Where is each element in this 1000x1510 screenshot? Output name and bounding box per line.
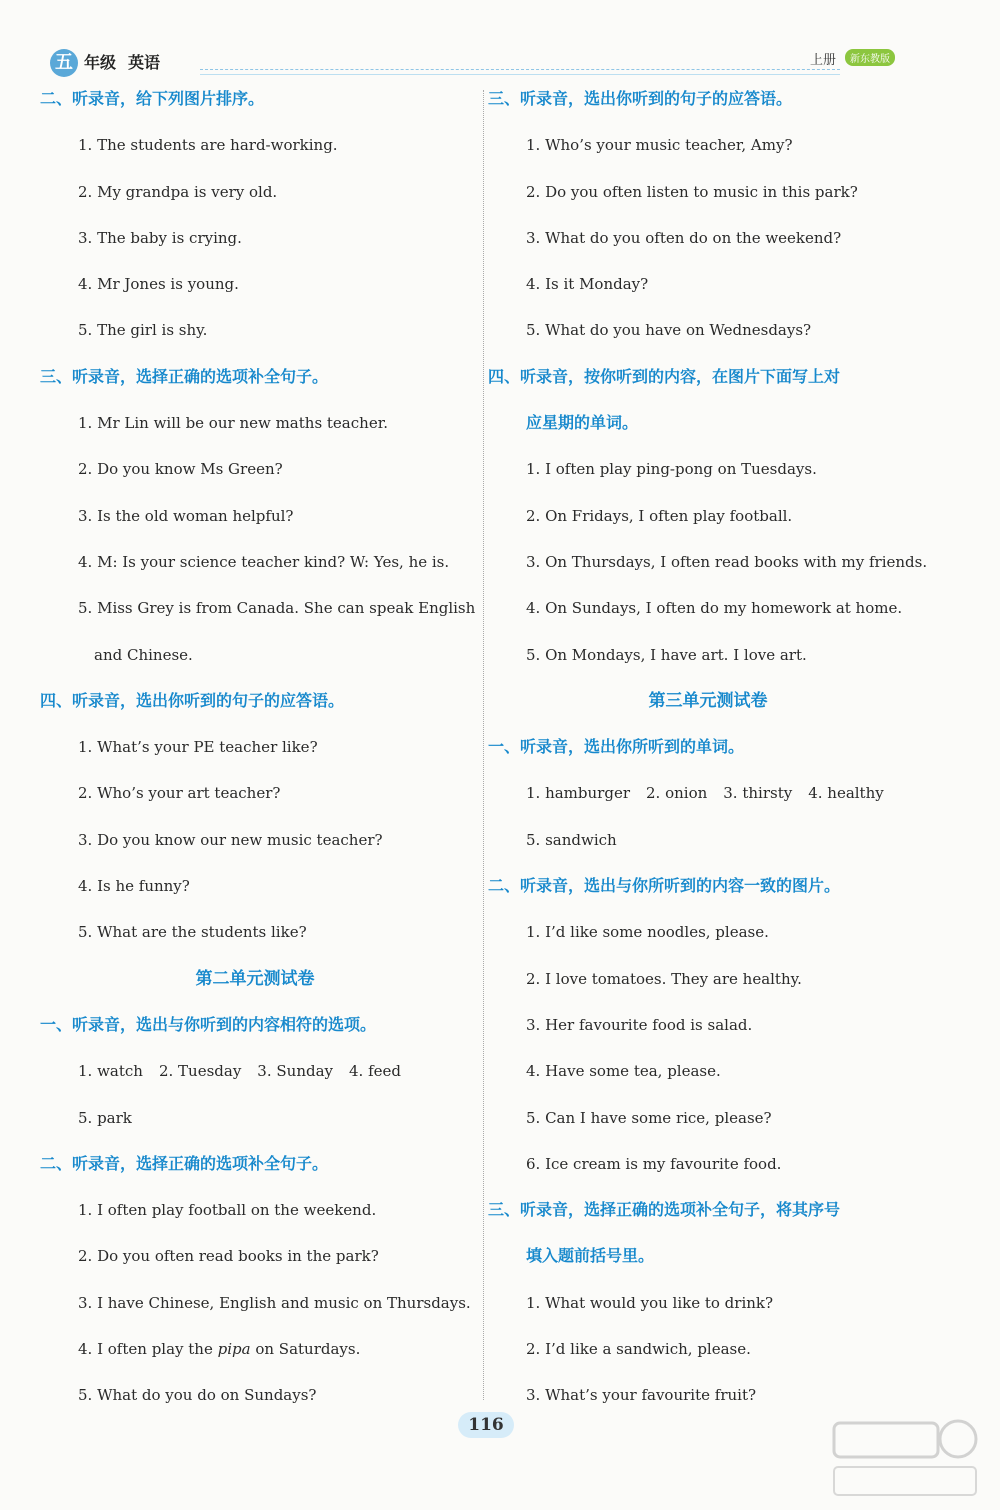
list-item: 4. On Sundays, I often do my homework at home. bbox=[526, 599, 903, 618]
word-item: 3. Sunday bbox=[257, 1062, 333, 1081]
list-item: 3. The baby is crying. bbox=[78, 228, 242, 247]
list-item: 3. I have Chinese, English and music on Thursdays. bbox=[78, 1293, 471, 1312]
section-title: 一、听录音，选出与你听到的内容相符的选项。 bbox=[40, 1014, 377, 1034]
list-item: 5. The girl is shy. bbox=[78, 321, 208, 340]
unit-title: 第二单元测试卷 bbox=[195, 968, 315, 989]
list-item: 2. My grandpa is very old. bbox=[78, 182, 278, 201]
list-item: 2. Who’s your art teacher? bbox=[78, 784, 281, 803]
list-item-continuation: and Chinese. bbox=[94, 645, 193, 664]
list-item: 3. On Thursdays, I often read books with my friends. bbox=[526, 552, 928, 571]
list-item: 1. Who’s your music teacher, Amy? bbox=[526, 136, 793, 155]
list-item: 4. Is it Monday? bbox=[526, 275, 649, 294]
list-item: 1. I often play football on the weekend. bbox=[78, 1201, 377, 1220]
list-item: 5. Miss Grey is from Canada. She can speak English bbox=[78, 599, 476, 618]
list-item: 2. I’d like a sandwich, please. bbox=[526, 1340, 751, 1359]
list-item-text: on Saturdays. bbox=[250, 1340, 361, 1359]
header-divider bbox=[200, 69, 840, 70]
list-item: 5. What do you do on Sundays? bbox=[78, 1386, 317, 1405]
watermark-logo bbox=[830, 1415, 980, 1500]
list-item: 6. Ice cream is my favourite food. bbox=[526, 1154, 782, 1173]
grade-subject-label bbox=[50, 49, 160, 77]
page-header bbox=[40, 45, 920, 85]
word-list bbox=[40, 1060, 470, 1106]
list-item: 1. What’s your PE teacher like? bbox=[78, 738, 318, 757]
list-item: 1. I often play ping-pong on Tuesdays. bbox=[526, 460, 817, 479]
subject-label: 英语 bbox=[128, 53, 161, 72]
section-title: 二、听录音，选出与你所听到的内容一致的图片。 bbox=[488, 876, 841, 896]
list-item: 5. Can I have some rice, please? bbox=[526, 1108, 772, 1127]
word-item: 2. onion bbox=[646, 784, 708, 803]
list-item: 1. I’d like some noodles, please. bbox=[526, 923, 769, 942]
right-column bbox=[488, 88, 928, 1431]
list-item: 5. On Mondays, I have art. I love art. bbox=[526, 645, 807, 664]
unit-title: 第三单元测试卷 bbox=[648, 690, 768, 711]
list-item: 1. Mr Lin will be our new maths teacher. bbox=[78, 414, 388, 433]
list-item: 2. I love tomatoes. They are healthy. bbox=[526, 969, 802, 988]
list-item: 2. Do you often read books in the park? bbox=[78, 1247, 379, 1266]
word-list bbox=[488, 782, 928, 828]
list-item: 3. What do you often do on the weekend? bbox=[526, 228, 842, 247]
word-item: 1. hamburger bbox=[526, 784, 630, 803]
list-item: 3. What’s your favourite fruit? bbox=[526, 1386, 757, 1405]
page-number: 116 bbox=[458, 1412, 514, 1438]
list-item: 5. What are the students like? bbox=[78, 923, 307, 942]
list-item: 3. Is the old woman helpful? bbox=[78, 506, 294, 525]
section-title: 二、听录音，给下列图片排序。 bbox=[40, 89, 265, 108]
grade-label: 年级 bbox=[84, 53, 117, 72]
list-item: 3. Her favourite food is salad. bbox=[526, 1015, 753, 1034]
pipa-word: pipa bbox=[217, 1340, 251, 1359]
list-item: 5. park bbox=[78, 1108, 132, 1127]
section-title-continuation: 应星期的单词。 bbox=[526, 413, 639, 433]
section-title: 四、听录音，按你听到的内容，在图片下面写上对 bbox=[488, 366, 841, 386]
volume-label: 上册 bbox=[810, 53, 837, 68]
list-item: 4. Is he funny? bbox=[78, 877, 190, 896]
list-item: 4. Mr Jones is young. bbox=[78, 275, 239, 294]
list-item-text: 4. I often play the bbox=[78, 1340, 218, 1359]
word-item: 3. thirsty bbox=[723, 784, 793, 803]
list-item: 1. What would you like to drink? bbox=[526, 1293, 774, 1312]
section-title-continuation: 填入题前括号里。 bbox=[526, 1246, 655, 1266]
list-item: 2. Do you often listen to music in this park? bbox=[526, 182, 858, 201]
column-divider bbox=[483, 90, 484, 1400]
list-item: 2. On Fridays, I often play football. bbox=[526, 506, 793, 525]
word-item: 1. watch bbox=[78, 1062, 143, 1081]
section-title: 四、听录音，选出你听到的句子的应答语。 bbox=[40, 690, 345, 710]
list-item bbox=[40, 1338, 470, 1384]
list-item: 4. M: Is your science teacher kind? W: Yes, he is. bbox=[78, 552, 450, 571]
list-item: 5. What do you have on Wednesdays? bbox=[526, 321, 812, 340]
grade-number-badge: 五 bbox=[50, 49, 78, 77]
list-item: 5. sandwich bbox=[526, 830, 617, 849]
list-item: 4. Have some tea, please. bbox=[526, 1062, 721, 1081]
list-item: 2. Do you know Ms Green? bbox=[78, 460, 283, 479]
word-item: 4. feed bbox=[349, 1062, 401, 1081]
left-column bbox=[40, 88, 476, 1431]
word-item: 2. Tuesday bbox=[158, 1062, 242, 1081]
section-title: 三、听录音，选出你听到的句子的应答语。 bbox=[488, 89, 793, 108]
section-title: 三、听录音，选择正确的选项补全句子。 bbox=[40, 366, 329, 386]
word-item: 4. healthy bbox=[808, 784, 884, 803]
section-title: 一、听录音，选出你所听到的单词。 bbox=[488, 737, 745, 757]
header-divider-secondary bbox=[200, 74, 840, 75]
version-badge: 新东教版 bbox=[845, 49, 895, 66]
section-title: 三、听录音，选择正确的选项补全句子，将其序号 bbox=[488, 1200, 841, 1220]
list-item: 3. Do you know our new music teacher? bbox=[78, 830, 383, 849]
section-title: 二、听录音，选择正确的选项补全句子。 bbox=[40, 1153, 329, 1173]
list-item: 1. The students are hard-working. bbox=[78, 136, 338, 155]
